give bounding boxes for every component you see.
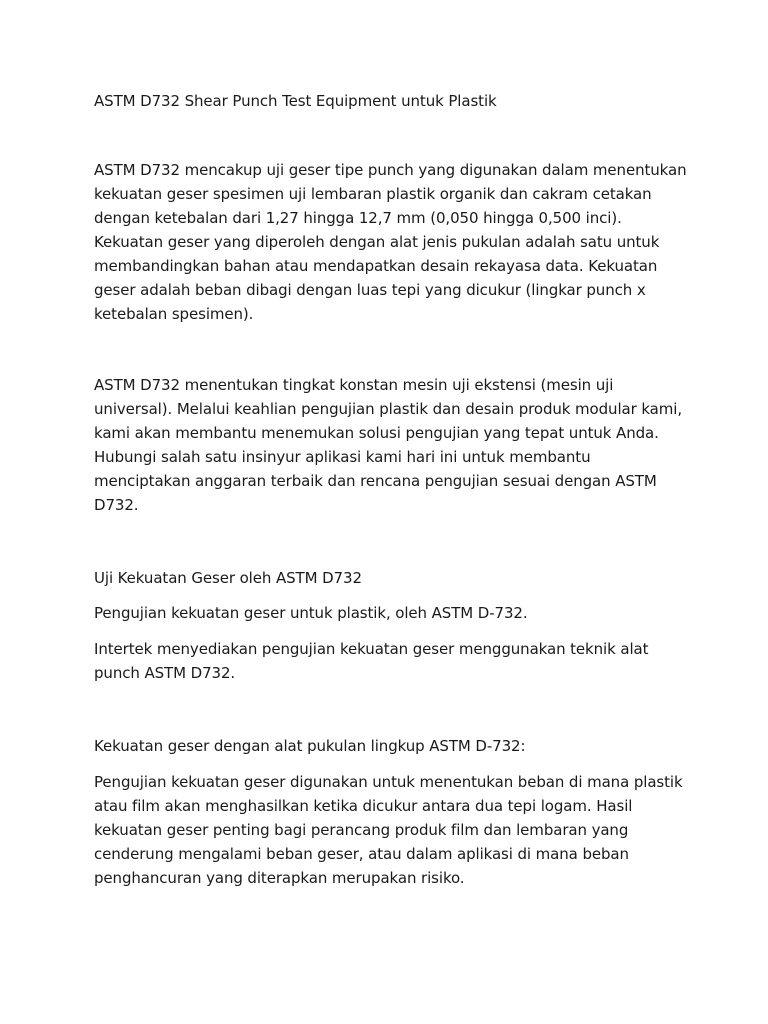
section-heading-shear-strength: Uji Kekuatan Geser oleh ASTM D732	[94, 569, 362, 587]
document-title: ASTM D732 Shear Punch Test Equipment untuk Plastik	[94, 92, 497, 110]
paragraph-machine: ASTM D732 menentukan tingkat konstan mesin uji ekstensi (mesin uji universal). Melalui keahlian pengujian plastik dan desain produk modular kami, kami akan membantu menemukan solusi pengujian yang tepat untuk Anda. Hubungi salah satu insinyur aplikasi kami hari ini untuk membantu menciptakan anggaran terbaik dan rencana pengujian sesuai dengan ASTM D732.	[94, 376, 683, 514]
paragraph-scope: ASTM D732 mencakup uji geser tipe punch yang digunakan dalam menentukan kekuatan geser spesimen uji lembaran plastik organik dan cakram cetakan dengan ketebalan dari 1,27 hingga 12,7 mm (0,050 hingga 0,500 inci). Kekuatan geser yang diperoleh dengan alat jenis pukulan adalah satu untuk membandingkan bahan atau mendapatkan desain rekayasa data. Kekuatan geser adalah beban dibagi dengan luas tepi yang dicukur (lingkar punch x ketebalan spesimen).	[94, 161, 687, 323]
paragraph-shear-test: Pengujian kekuatan geser untuk plastik, oleh ASTM D-732.	[94, 604, 528, 622]
section-heading-scope: Kekuatan geser dengan alat pukulan lingkup ASTM D-732:	[94, 737, 526, 755]
paragraph-purpose: Pengujian kekuatan geser digunakan untuk menentukan beban di mana plastik atau film akan menghasilkan ketika dicukur antara dua tepi logam. Hasil kekuatan geser penting bagi perancang produk film dan lembaran yang cenderung mengalami beban geser, atau dalam aplikasi di mana beban penghancuran yang diterapkan merupakan risiko.	[94, 773, 683, 887]
paragraph-intertek: Intertek menyediakan pengujian kekuatan geser menggunakan teknik alat punch ASTM D732.	[94, 640, 649, 682]
